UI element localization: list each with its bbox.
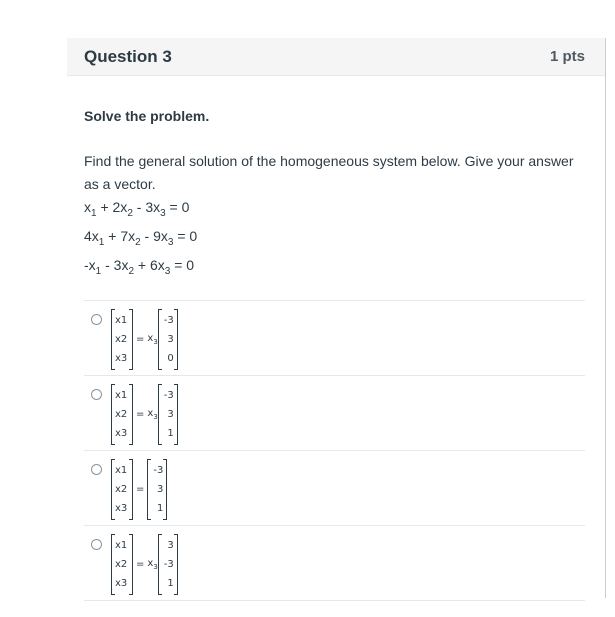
radio-button[interactable] — [91, 389, 102, 400]
answer-list — [84, 300, 585, 601]
equals-sign: = — [136, 484, 145, 496]
lhs-vector: x1 x2 x3 — [111, 459, 133, 520]
rhs-vector: -3 3 1 — [147, 459, 167, 520]
equation-line: $x_1 + 2x_2 - 3x_3 = 0$ — [84, 199, 190, 219]
equation-system — [84, 196, 585, 282]
answer-matrix — [111, 459, 167, 520]
lhs-vector: x1 x2 x3 — [111, 534, 133, 595]
question-title: Question 3 — [84, 46, 172, 66]
answer-option[interactable] — [84, 526, 585, 601]
prompt-text: Find the general solution of the homogeneous system below. Give your answer as a vector. — [84, 153, 574, 192]
radio-button[interactable] — [91, 539, 102, 550]
answer-option[interactable] — [84, 376, 585, 451]
equals-sign: = — [136, 559, 145, 571]
question-points: 1 pts — [549, 48, 585, 65]
rhs-vector: -3 3 1 — [158, 384, 178, 445]
coefficient: $x_3$ — [147, 333, 158, 347]
equation-line: $-x_1 - 3x_2 + 6x_3 = 0$ — [84, 256, 195, 277]
answer-option[interactable] — [84, 451, 585, 526]
coefficient: $x_3$ — [147, 558, 158, 572]
answer-matrix — [111, 309, 178, 370]
rhs-vector: -3 3 0 — [158, 309, 178, 370]
answer-matrix — [111, 534, 178, 595]
radio-button[interactable] — [91, 464, 102, 475]
lhs-vector: x1 x2 x3 — [111, 309, 133, 370]
equation-line: $4x_1 + 7x_2 - 9x_3 = 0$ — [84, 227, 198, 248]
answer-option[interactable] — [84, 301, 585, 376]
equals-sign: = — [136, 334, 145, 346]
lhs-vector: x1 x2 x3 — [111, 384, 133, 445]
instruction-text: Solve the problem. — [84, 108, 210, 124]
rhs-vector: 3 -3 1 — [158, 534, 178, 595]
question-card — [67, 38, 606, 598]
radio-button[interactable] — [91, 314, 102, 325]
equals-sign: = — [136, 409, 145, 421]
coefficient: $x_3$ — [147, 408, 158, 422]
question-body — [67, 108, 605, 601]
question-header — [67, 38, 605, 76]
answer-matrix — [111, 384, 178, 445]
